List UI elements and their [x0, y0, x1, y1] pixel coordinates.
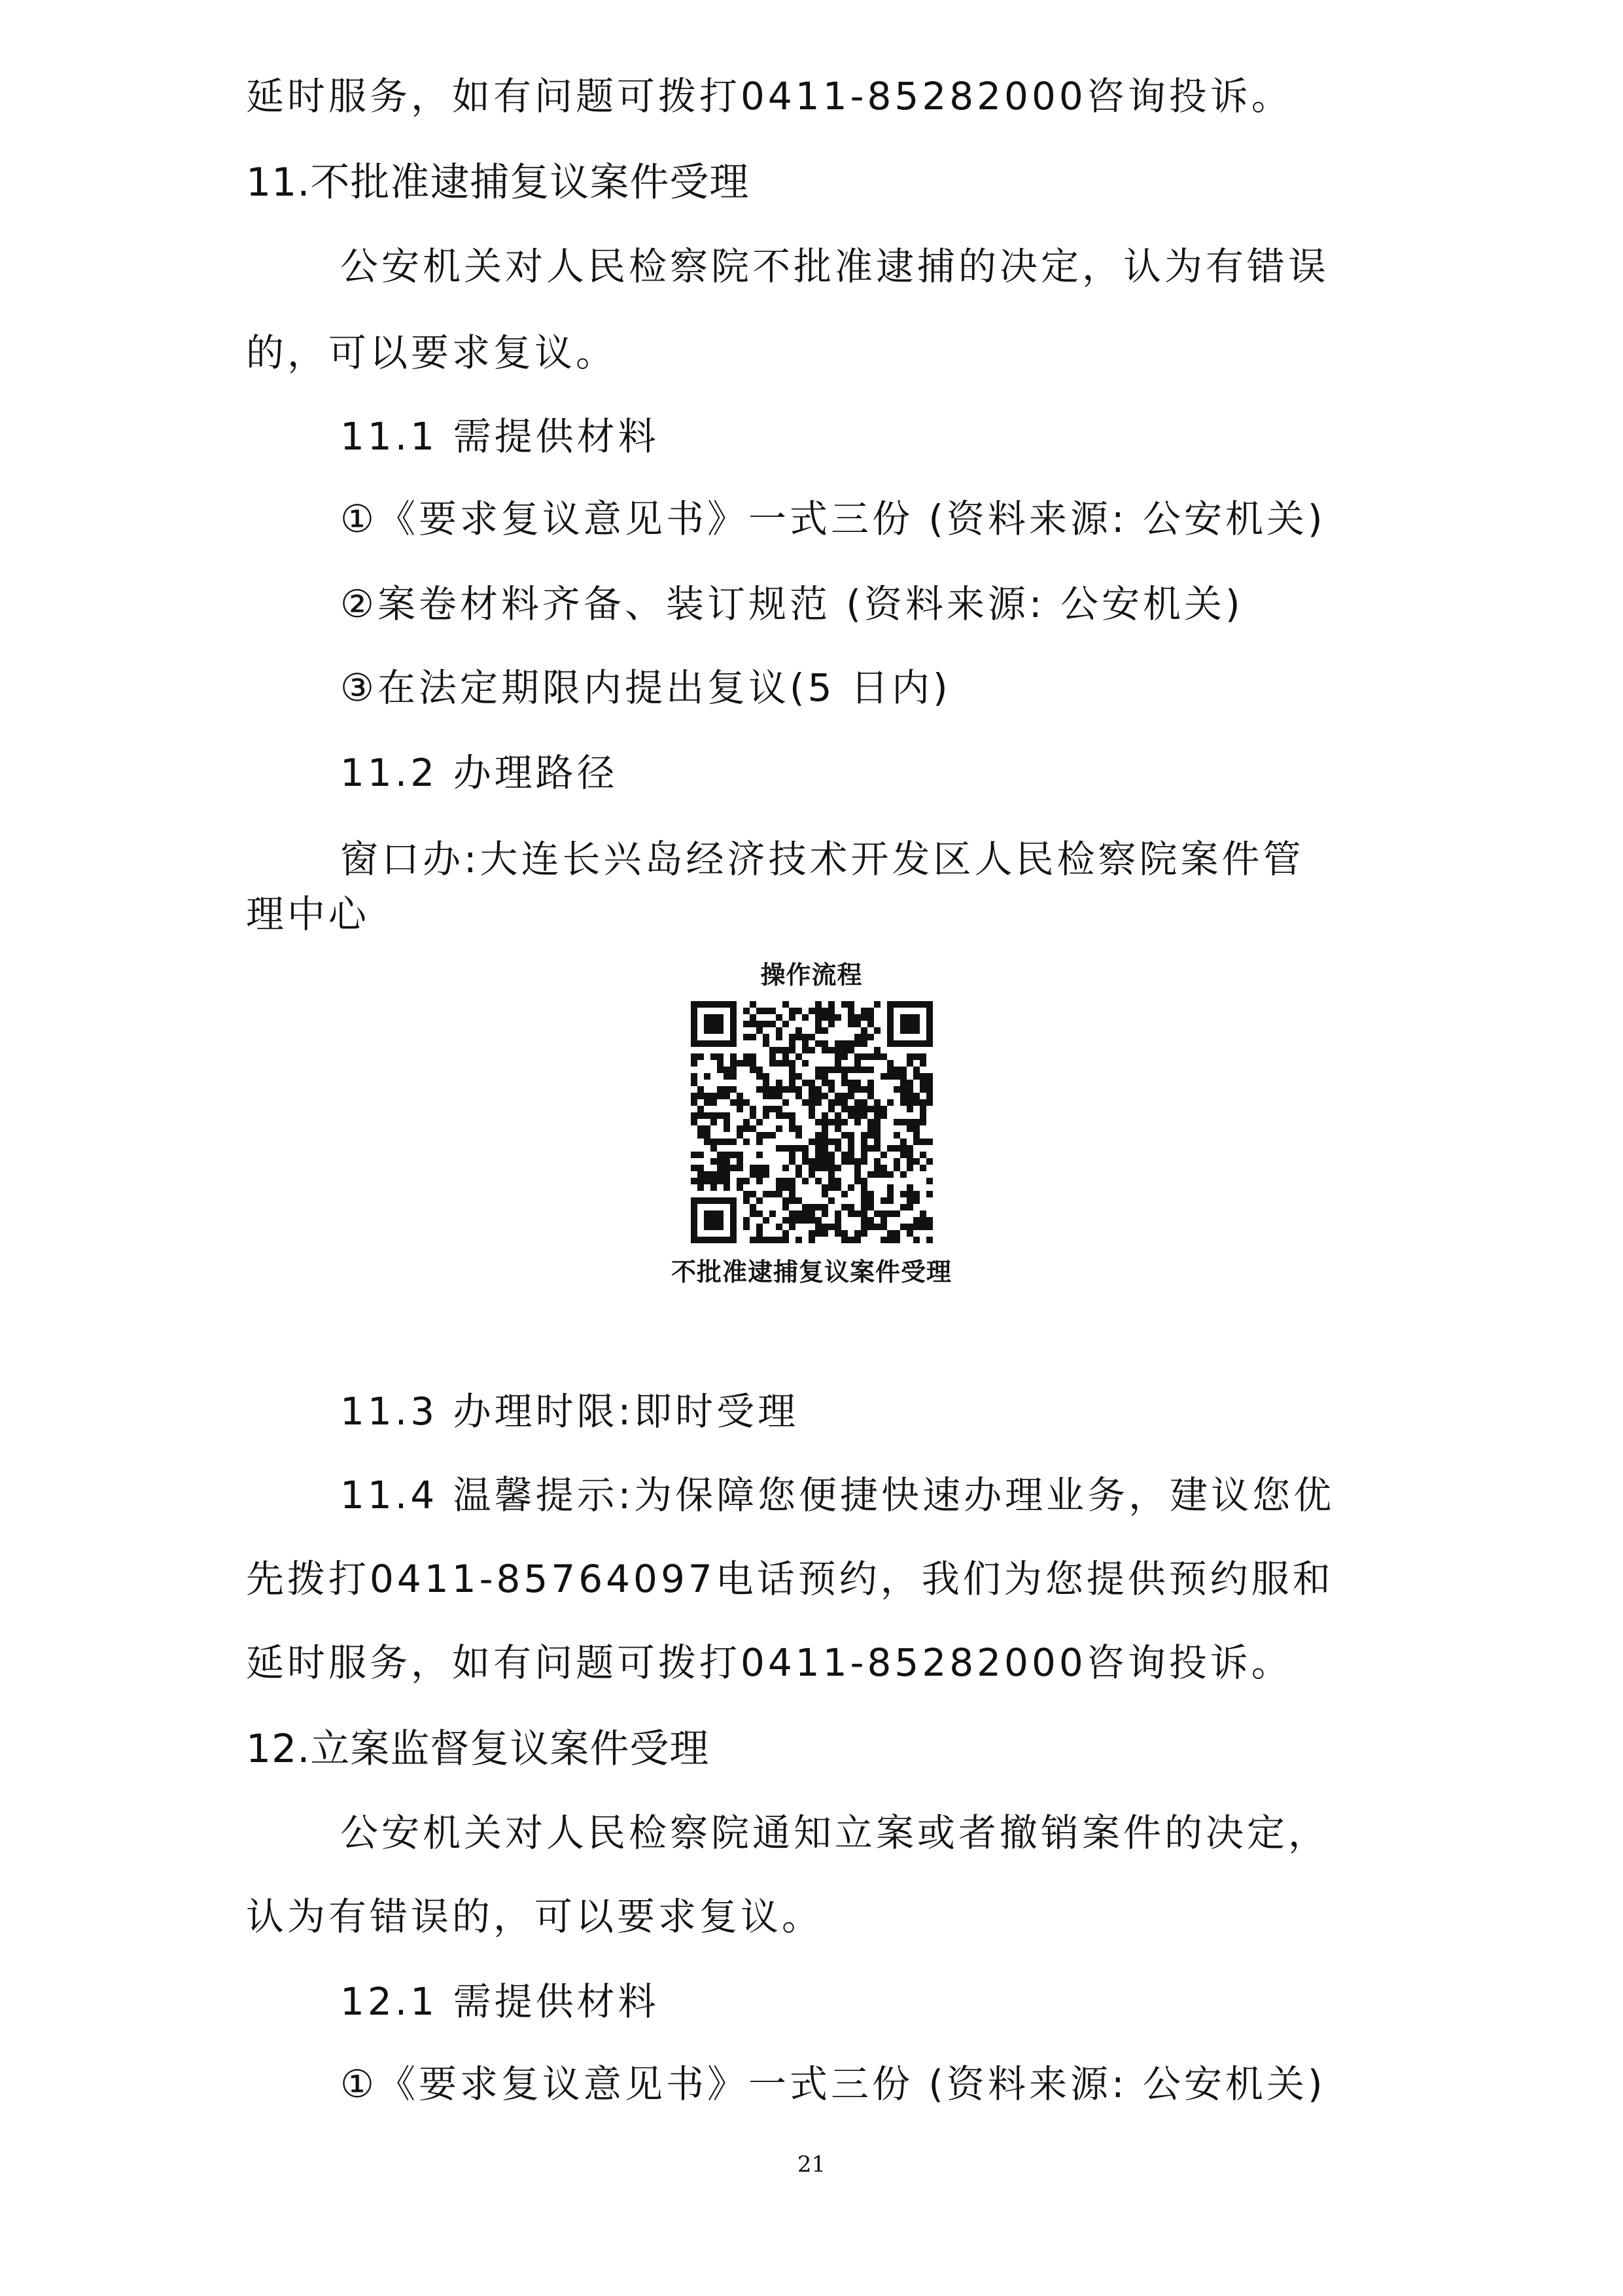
paragraph-12-line-1: 公安机关对人民检察院通知立案或者撤销案件的决定，	[340, 1810, 1330, 1855]
tip-line-2: 先拨打0411-85764097电话预约，我们为您提供预约服和	[246, 1557, 1334, 1601]
route-line-2: 理中心	[246, 892, 370, 936]
text-line-continuation: 延时服务，如有问题可拨打0411-85282000咨询投诉。	[246, 74, 1293, 118]
page-number: 21	[797, 2151, 826, 2178]
section-heading-11: 11.不批准逮捕复议案件受理	[246, 160, 750, 205]
qr-code[interactable]	[691, 1001, 933, 1243]
paragraph-11-line-1: 公安机关对人民检察院不批准逮捕的决定，认为有错误	[340, 244, 1330, 289]
paragraph-11-line-2: 的，可以要求复议。	[246, 330, 618, 375]
qr-bottom-caption: 不批准逮捕复议案件受理	[671, 1258, 952, 1286]
tip-line-1: 11.4 温馨提示:为保障您便捷快速办理业务，建议您优	[340, 1473, 1335, 1517]
subheading-11-1: 11.1 需提供材料	[340, 414, 659, 459]
material-item-12-1: ①《要求复议意见书》一式三份 (资料来源: 公安机关)	[340, 2062, 1326, 2106]
subheading-12-1: 12.1 需提供材料	[340, 1979, 659, 2024]
section-heading-12: 12.立案监督复议案件受理	[246, 1726, 710, 1772]
qr-top-caption: 操作流程	[760, 961, 863, 989]
route-line-1: 窗口办:大连长兴岛经济技术开发区人民检察院案件管	[340, 837, 1304, 881]
material-item-1: ①《要求复议意见书》一式三份 (资料来源: 公安机关)	[340, 497, 1326, 541]
subheading-11-2: 11.2 办理路径	[340, 751, 618, 795]
material-item-3: ③在法定期限内提出复议(5 日内)	[340, 665, 951, 710]
paragraph-12-line-2: 认为有错误的，可以要求复议。	[246, 1894, 824, 1939]
tip-line-3: 延时服务，如有问题可拨打0411-85282000咨询投诉。	[246, 1640, 1293, 1685]
subheading-11-3: 11.3 办理时限:即时受理	[340, 1389, 799, 1434]
material-item-2: ②案卷材料齐备、装订规范 (资料来源: 公安机关)	[340, 582, 1244, 626]
